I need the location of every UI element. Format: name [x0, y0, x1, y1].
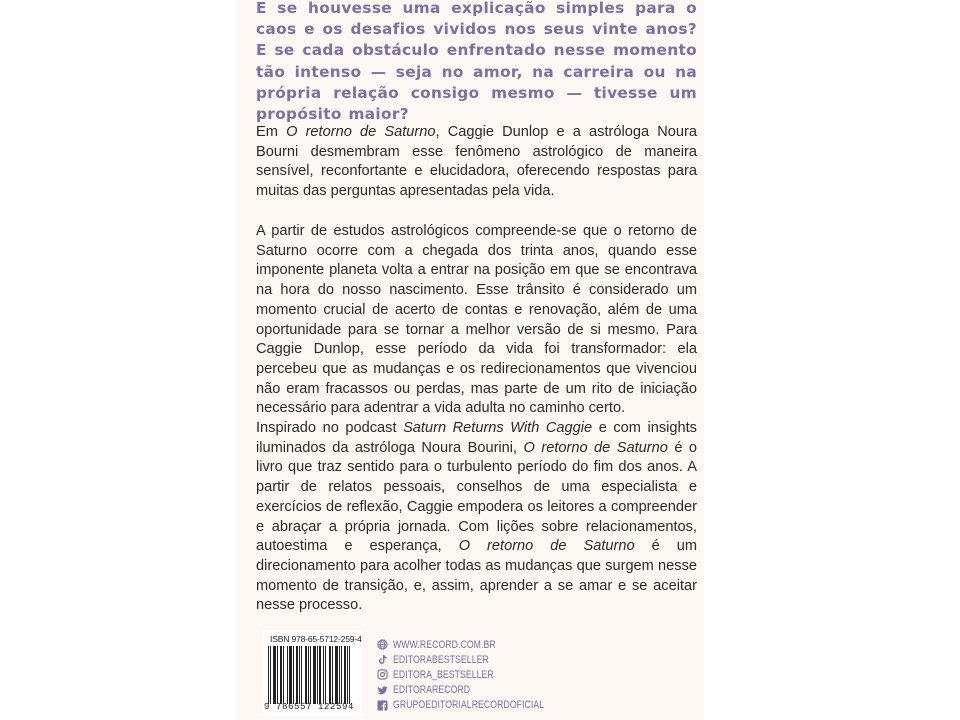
podcast-title-italic: Saturn Returns With Caggie: [403, 420, 593, 436]
synopsis-paragraph-3: [256, 419, 697, 616]
isbn-barcode: [262, 630, 362, 716]
p1-text-before: Em: [256, 124, 287, 140]
facebook-icon: [377, 700, 388, 711]
p3-part-2: e com insights iluminados da astróloga Noura Bourini,: [256, 420, 697, 456]
social-website[interactable]: [377, 637, 577, 652]
book-title-italic: O retorno de Saturno: [458, 538, 635, 555]
social-label: EDITORARECORD: [393, 684, 471, 697]
social-facebook[interactable]: [377, 698, 577, 713]
book-back-cover: [236, 0, 704, 720]
social-label: EDITORABESTSELLER: [393, 653, 489, 666]
social-twitter[interactable]: [377, 683, 577, 698]
book-title-italic: O retorno de Saturno: [523, 439, 668, 456]
tiktok-icon: [377, 654, 388, 665]
social-label: WWW.RECORD.COM.BR: [393, 638, 496, 651]
social-label: GRUPOEDITORIALRECORDOFICIAL: [393, 699, 545, 712]
barcode-digits: 9 786557 122594: [264, 702, 355, 712]
instagram-icon: [377, 669, 388, 680]
p3-part-1: Inspirado no podcast: [256, 420, 404, 436]
p3-part-3: é o livro que traz sentido para o turbulento período do fim dos anos. A partir de relatos pessoais, conselhos de uma especialista e exercícios de reflexão, Caggie empodera os leitores a compreender e abraçar a própria jornada. Com lições sobre relacionamentos, autoestima e esperança,: [256, 439, 698, 555]
social-instagram[interactable]: [377, 667, 577, 682]
p1-text-after: , Caggie Dunlop e a astróloga Noura Bourni desmembram esse fenômeno astrológico de maneira sensível, reconfortante e elucidadora, oferecendo respostas para muitas das perguntas apresentadas pela vida.: [256, 124, 697, 200]
book-title-italic: O retorno de Saturno: [286, 124, 436, 140]
social-label: EDITORA_BESTSELLER: [393, 668, 494, 681]
barcode-bars: [268, 646, 358, 704]
synopsis-paragraph-1: [256, 123, 697, 202]
isbn-label: ISBN 978-65-5712-259-4: [270, 634, 362, 644]
p3-part-4: é um direcionamento para acolher todas as mudanças que surgem nesse momento de transição, e, assim, aprender a se amar e se aceitar nesse processo.: [256, 538, 698, 614]
social-tiktok[interactable]: [377, 652, 577, 667]
back-cover-content: [256, 0, 698, 614]
globe-icon: [377, 639, 388, 650]
synopsis-paragraph-2: A partir de estudos astrológicos compreende-se que o retorno de Saturno ocorre com a chegada dos trinta anos, quando esse imponente planeta volta a entrar na posição em que se encontrava na hora do nosso nascimento. Esse trânsito é considerado um momento crucial de acerto de contas e renovação, além de uma oportunidade para se tornar a melhor versão de si mesmo. Para Caggie Dunlop, esse período da vida foi transformador: ela percebeu que as mudanças e os redirecionamentos que vivenciou não eram fracassos ou perdas, mas parte de um rito de iniciação necessário para adentrar a vida adulta no caminho certo.: [256, 223, 697, 417]
social-links: [377, 637, 577, 713]
twitter-icon: [377, 685, 388, 696]
lead-question: E se houvesse uma explicação simples para o caos e os desafios vividos nos seus vinte anos? E se cada obstáculo enfrentado nesse momento tão intenso — seja no amor, na carreira ou na própria relação consigo mesmo — tivesse um propósito maior?: [256, 0, 697, 124]
